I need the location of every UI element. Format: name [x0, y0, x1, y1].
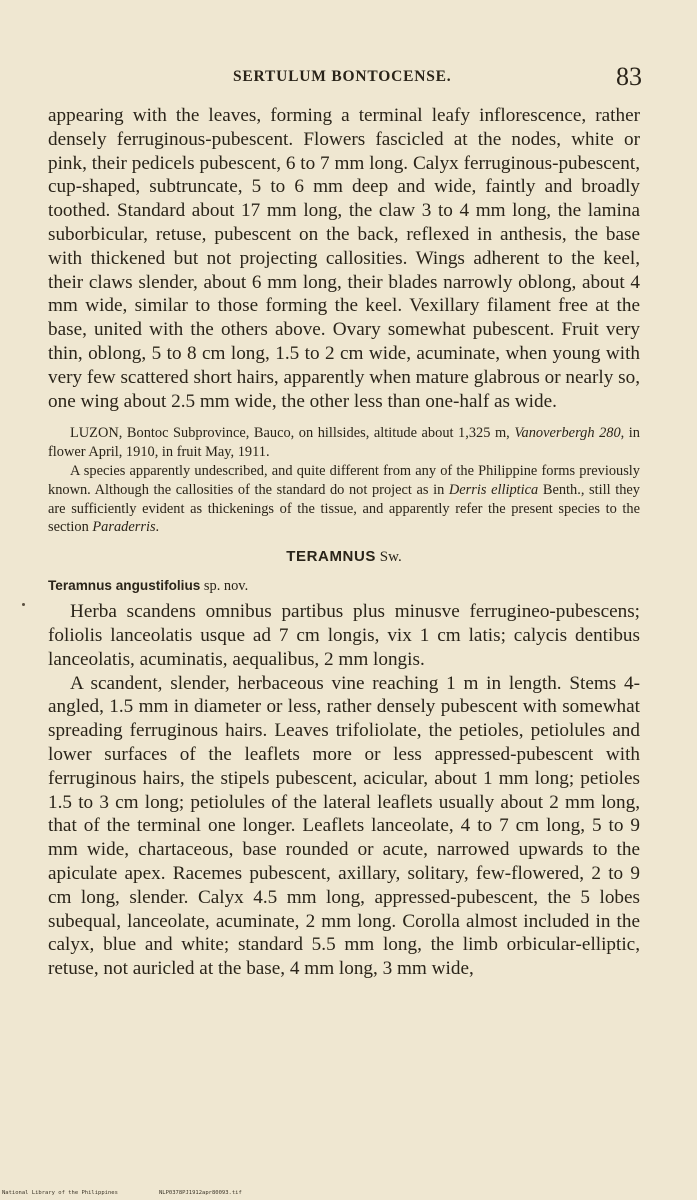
footer-file-id: NLP0378PJ1912apr80093.tif	[159, 1190, 242, 1196]
continuation-paragraph: appearing with the leaves, forming a terminal leafy inflorescence, rather densely ferruginous-pubescent. Flowers fascicled at the nodes, white or pink, their pedicels pubescent, 6 to 7 mm long. Calyx ferruginous-pubescent, cup-shaped, subtruncate, 5 to 6 mm deep and wide, faintly and broadly toothed. Standard about 17 mm long, the claw 3 to 4 mm long, the lamina suborbicular, retuse, pubescent on the back, reflexed in anthesis, the base with thickened but not projecting callosities. Wings adherent to the keel, their claws slender, about 6 mm long, their blades narrowly oblong, about 4 mm wide, similar to those forming the keel. Vexillary filament free at the base, united with the others above. Ovary somewhat pubescent. Fruit very thin, oblong, 5 to 8 cm long, 1.5 to 2 cm wide, acuminate, when young with very few scattered short hairs, apparently when mature glabrous or nearly so, one wing about 2.5 mm wide, the other less than one-half as wide.	[48, 105, 640, 412]
specimen-citation	[48, 424, 640, 462]
latin-diagnosis: Herba scandens omnibus partibus plus minusve ferrugineo-pubescens; foliolis lanceolatis usque ad 7 cm longis, vix 1 cm latis; calycis dentibus lanceolatis, acuminatis, aequalibus, 2 mm longis.	[48, 601, 640, 670]
species-suffix: sp. nov.	[200, 578, 249, 595]
note-derris: Derris elliptica	[448, 481, 539, 498]
note-part-2: Benth., still they are sufficiently evident as thickenings of the tissue, and apparently refer the present species to the section	[48, 481, 640, 536]
species-description: A scandent, slender, herbaceous vine reaching 1 m in length. Stems 4-angled, 1.5 mm in diameter or less, rather densely pubescent with somewhat spreading ferruginous hairs. Leaves trifoliolate, the petioles, petiolules and lower surfaces of the leaflets more or less appressed-pubescent with ferruginous hairs, the stipels pubescent, acicular, about 1 mm long; petioles 1.5 to 3 cm long; petiolules of the lateral leaflets usually about 2 mm long, that of the terminal one longer. Leaflets lanceolate, 4 to 7 cm long, 5 to 9 mm wide, chartaceous, base rounded or acute, narrowed upwards to the apiculate apex. Racemes pubescent, axillary, solitary, few-flowered, 2 to 9 cm long, slender. Calyx 4.5 mm long, appressed-pubescent, the 5 lobes subequal, lanceolate, acuminate, 2 mm long. Corolla almost included in the calyx, blue and white; standard 5.5 mm long, the limb orbicular-elliptic, retuse, not auricled at the base, 4 mm long, 3 mm wide,	[48, 672, 640, 980]
page-header	[0, 62, 697, 96]
species-heading	[48, 576, 640, 596]
collector-number: Vanoverbergh 280	[514, 425, 621, 442]
running-head: SERTULUM BONTOCENSE.	[233, 68, 452, 85]
scan-footer	[2, 1190, 242, 1196]
note-part-3: .	[155, 519, 160, 536]
genus-name: TERAMNUS	[286, 548, 377, 566]
locality-text: , Bontoc Subprovince, Bauco, on hillsides, altitude about 1,325 m,	[118, 425, 510, 442]
note-part-1: A species apparently undescribed, and quite different from any of the Philippine forms previously known. Although the callosities of the standard do not project as in	[48, 462, 640, 498]
page-body	[48, 104, 640, 981]
page-number: 83	[616, 62, 642, 91]
species-name: Teramnus angustifolius	[48, 578, 201, 594]
locality-label: LUZON	[70, 425, 119, 442]
footer-library: National Library of the Philippines	[2, 1190, 118, 1196]
species-note	[48, 462, 640, 537]
genus-author: Sw.	[376, 549, 402, 566]
stray-mark	[22, 603, 25, 606]
genus-heading	[48, 548, 640, 566]
note-paraderris: Paraderris	[92, 519, 156, 536]
collection-text: , in flower April, 1910, in fruit May, 1911.	[48, 425, 640, 461]
